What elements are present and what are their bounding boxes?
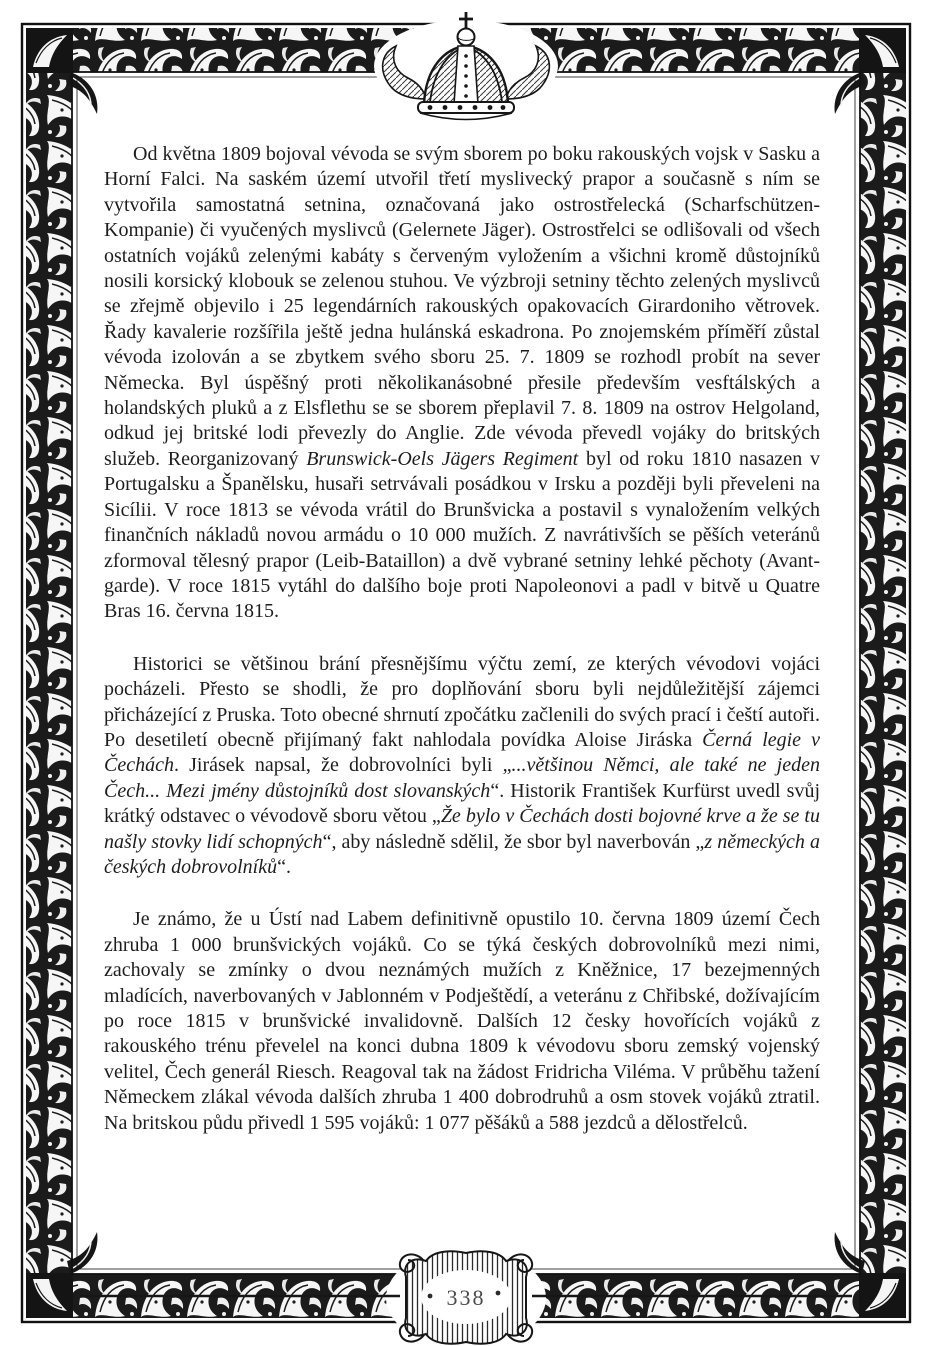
page-text bbox=[104, 142, 820, 1163]
paragraph-3: Je známo, že u Ústí nad Labem definitivně opustilo 10. června 1809 území Čech zhruba 1 000 brunšvických vojáků. Co se týká českých dobrovolníků mezi nimi, zachovaly se zmínky o dvou neznámých mužích z Kněžnice, 17 bezejmenných mladících, naverbovaných v Jablonném v Podještědí, a veteránu z Chřibské, dožívajícím po roce 1815 v brunšvické invalidovně. Dalších 12 česky hovořících vojáků z rakouského trénu převelel na konci dubna 1809 k vévodovu sboru zemský vojenský velitel, Čech generál Riesch. Reagoval tak na žádost Fridricha Viléma. V průběhu tažení Německem zlákal vévoda dalších zhruba 1 400 dobrodruhů a osm stovek vojáků ztratil. Na britskou půdu přivedl 1 595 vojáků: 1 077 pěšáků a 588 jezdců a dělostřelců. bbox=[104, 908, 820, 1134]
page-number-cartouche bbox=[80, 1248, 852, 1346]
paragraph-1: Od května 1809 bojoval vévoda se svým sborem po boku rakouských vojsk v Sasku a Horní Falci. Na saském území utvořil třetí myslivecký prapor a současně s ním se vytvořila samostatná setnina, označovaná jako ostrostřelecká (Scharfschützen-Kompanie) či vyučených myslivců (Gelernete Jäger). Ostrostřelci se odlišovali od všech ostatních vojáků zelenými kabáty s červeným vyložením a všichni kromě důstojníků nosili korsický klobouk se zelenou stuhou. Ve výzbroji setniny těchto zelených myslivců se zřejmě objevilo i 25 legendárních rakouských opakovacích Girardoniho větrovek. Řady kavalerie rozšířila ještě jedna hulánská eskadrona. Po znojemském příměří zůstal vévoda izolován a se zbytkem svého sboru 25. 7. 1809 se rozhodl probít na sever Německa. Byl úspěšný proti několikanásobné přesile především vesftálských a holandských pluků a z Elsflethu se se sborem přeplavil 7. 8. 1809 na ostrov Helgoland, odkud jej britské lodi převezly do Anglie. Zde vévoda převedl vojáky do britských služeb. Reorganizovaný Brunswick-Oels Jägers Regiment byl od roku 1810 nasazen v Portugalsku a Španělsku, husaři setrvávali posádkou v Irsku a později byli převeleni na Sicílii. V roce 1813 se vévoda vrátil do Brunšvicka a postavil s vynaložením velkých finančních nákladů novou armádu o 10 000 mužích. Z navrátivších se pěších veteránů zformoval tělesný prapor (Leib-Bataillon) a dvě vybrané setniny lehké pěchoty (Avantgarde). V roce 1815 vytáhl do dalšího boje proti Napoleonovi a padl v bitvě u Quatre Bras 16. června 1815. bbox=[104, 143, 821, 623]
page-number: 338 bbox=[446, 1285, 486, 1310]
paragraph-2: Historici se většinou brání přesnějšímu výčtu zemí, ze kterých vévodovi vojáci pocházeli. Přesto se shodli, že pro doplňování sboru byli nejdůležitější zájemci přicházející z Pruska. Toto obecné shrnutí zpočátku začlenili do svých prací i čeští autoři. Po desetiletí obecně přijímaný fakt nahlodala povídka Aloise Jiráska Černá legie v Čechách. Jirásek napsal, že dobrovolníci byli „...většinou Němci, ale také ne jeden Čech... Mezi jmény důstojníků dost slovanských“. Historik František Kurfürst uvedl svůj krátký odstavec o vévodově sboru větou „Že bylo v Čechách dosti bojovné krve a že se tu našly stovky lidí schopných“, aby následně sdělil, že sbor byl naverbován „z německých a českých dobrovolníků“. bbox=[104, 652, 820, 878]
